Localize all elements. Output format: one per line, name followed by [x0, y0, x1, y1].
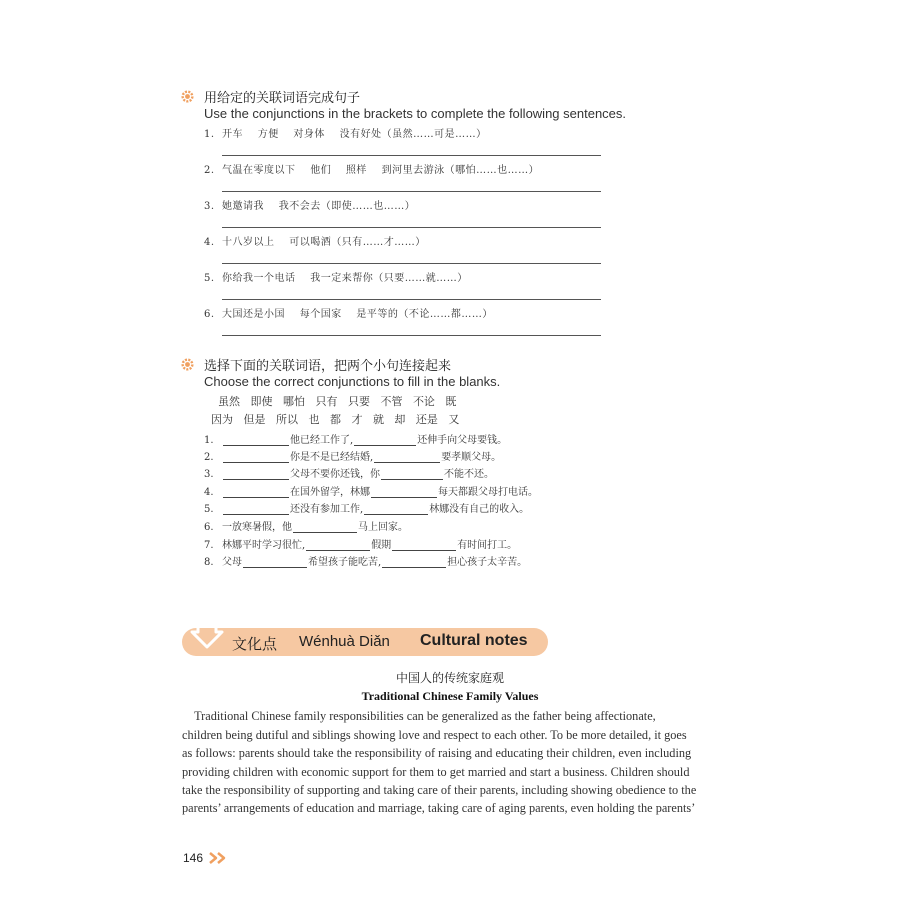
page-number: 146: [183, 851, 204, 865]
banner-title-zh: 文化点: [232, 635, 278, 653]
paragraph-line: parents’ arrangements of education and marriage, taking care of aging parents, even holding the parents’: [182, 801, 696, 815]
fill-blank[interactable]: [223, 503, 289, 515]
fill-blank[interactable]: [223, 468, 289, 480]
fill-blank[interactable]: [223, 434, 289, 446]
answer-line[interactable]: [222, 155, 601, 156]
exercise2-item: 2. 你是不是已经结婚, 要孝顺父母。: [204, 452, 502, 463]
fill-blank[interactable]: [293, 521, 357, 533]
exercise2-title-en: Choose the correct conjunctions to fill in the blanks.: [204, 374, 501, 389]
banner-title-en: Cultural notes: [420, 632, 528, 649]
banner-title-pinyin: Wénhuà Diǎn: [299, 633, 390, 650]
article-title-en: Traditional Chinese Family Values: [361, 689, 539, 703]
exercise2-title-zh: 选择下面的关联词语，把两个小句连接起来: [204, 359, 452, 374]
exercise1-item: 4. 十八岁以上 可以喝酒（只有……才……）: [204, 237, 426, 248]
fill-blank[interactable]: [382, 556, 446, 568]
conjunction-list: 因为 但是 所以 也 都 才 就 却 还是 又: [211, 413, 460, 426]
gear-bullet-icon: [181, 358, 194, 371]
exercise2-item: 1. 他已经工作了, 还伸手向父母要钱。: [204, 435, 508, 446]
paragraph-line: children being dutiful and siblings showing love and respect to each other. To be more detailed, it goes: [182, 728, 687, 742]
fill-blank[interactable]: [371, 486, 437, 498]
exercise2-item: 7. 林娜平时学习很忙, 假期 有时间打工。: [204, 540, 518, 551]
exercise1-title-zh: 用给定的关联词语完成句子: [204, 91, 361, 106]
article-title-zh: 中国人的传统家庭观: [395, 671, 504, 685]
exercise2-item: 4. 在国外留学，林娜 每天都跟父母打电话。: [204, 487, 538, 498]
fill-blank[interactable]: [392, 539, 456, 551]
paragraph-line: Traditional Chinese family responsibilities can be generalized as the father being affectionate,: [182, 709, 656, 723]
exercise2-item: 3. 父母不要你还钱，你 不能不还。: [204, 469, 494, 480]
fill-blank[interactable]: [364, 503, 428, 515]
down-arrow-icon: [190, 620, 224, 650]
paragraph-line: providing children with economic support for them to get married and start a business. Children should: [182, 765, 690, 779]
fill-blank[interactable]: [223, 451, 289, 463]
exercise1-item: 2. 气温在零度以下 他们 照样 到河里去游泳（哪怕……也……）: [204, 165, 540, 176]
exercise2-item: 6. 一放寒暑假，他 马上回家。: [204, 522, 408, 533]
exercise2-item: 5. 还没有参加工作, 林娜没有自己的收入。: [204, 504, 530, 515]
fill-blank[interactable]: [381, 468, 443, 480]
exercise1-item: 5. 你给我一个电话 我一定来帮你（只要……就……）: [204, 273, 468, 284]
answer-line[interactable]: [222, 191, 601, 192]
exercise1-title-en: Use the conjunctions in the brackets to complete the following sentences.: [204, 106, 627, 121]
paragraph-line: take the responsibility of supporting and taking care of their parents, including showing obedience to the: [182, 783, 697, 797]
answer-line[interactable]: [222, 227, 601, 228]
conjunction-list: 虽然 即使 哪怕 只有 只要 不管 不论 既: [218, 395, 457, 408]
gear-bullet-icon: [181, 90, 194, 103]
answer-line[interactable]: [222, 335, 601, 336]
answer-line[interactable]: [222, 299, 601, 300]
exercise1-item: 3. 她邀请我 我不会去（即使……也……）: [204, 201, 416, 212]
fill-blank[interactable]: [374, 451, 440, 463]
paragraph-line: as follows: parents should take the responsibility of raising and educating their children, even including: [182, 746, 692, 760]
fill-blank[interactable]: [354, 434, 416, 446]
exercise2-item: 8. 父母 希望孩子能吃苦, 担心孩子太辛苦。: [204, 557, 528, 568]
exercise1-item: 1. 开车 方便 对身体 没有好处（虽然……可是……）: [204, 129, 487, 140]
fill-blank[interactable]: [223, 486, 289, 498]
answer-line[interactable]: [222, 263, 601, 264]
fill-blank[interactable]: [306, 539, 370, 551]
fill-blank[interactable]: [243, 556, 307, 568]
exercise1-item: 6. 大国还是小国 每个国家 是平等的（不论……都……）: [204, 309, 493, 320]
double-chevron-right-icon: [208, 852, 230, 864]
